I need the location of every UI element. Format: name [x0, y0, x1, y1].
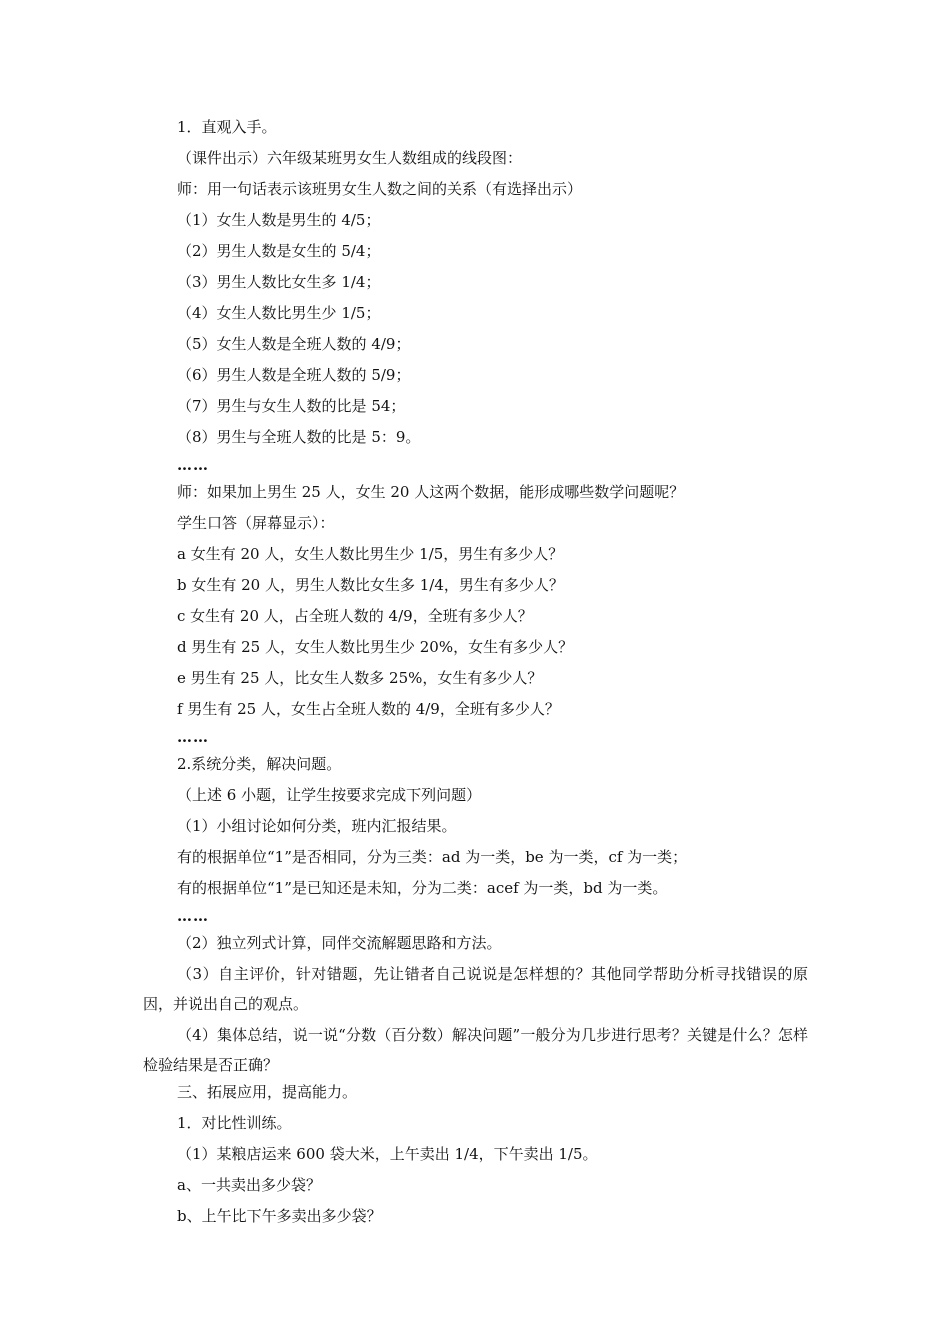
heading-intuitive: 1．直观入手。 — [177, 118, 277, 136]
problem-item: d 男生有 25 人，女生人数比男生少 20%，女生有多少人？ — [177, 638, 574, 656]
section-heading: 三、拓展应用，提高能力。 — [177, 1083, 358, 1101]
exercise-question: a、一共卖出多少袋？ — [177, 1176, 321, 1194]
step-item: （2）独立列式计算，同伴交流解题思路和方法。 — [177, 934, 502, 952]
exercise-question: b、上午比下午多卖出多少袋？ — [177, 1207, 382, 1225]
relation-item: （8）男生与全班人数的比是 5：9。 — [177, 428, 421, 446]
student-answer-label: 学生口答（屏幕显示）： — [177, 514, 335, 532]
relation-item: （4）女生人数比男生少 1/5； — [177, 304, 381, 322]
ellipsis: …… — [177, 907, 209, 925]
teacher-prompt: 师：用一句话表示该班男女生人数之间的关系（有选择出示） — [177, 180, 583, 198]
problem-item: e 男生有 25 人，比女生人数多 25%，女生有多少人？ — [177, 669, 543, 687]
subsection-heading: 1．对比性训练。 — [177, 1114, 292, 1132]
problem-item: c 女生有 20 人，占全班人数的 4/9，全班有多少人？ — [177, 607, 533, 625]
relation-item: （3）男生人数比女生多 1/4； — [177, 273, 381, 291]
classification-line: 有的根据单位“1”是已知还是未知，分为二类：acef 为一类，bd 为一类。 — [177, 879, 668, 897]
relation-item: （6）男生人数是全班人数的 5/9； — [177, 366, 411, 384]
step-item: （1）小组讨论如何分类，班内汇报结果。 — [177, 817, 457, 835]
ellipsis: …… — [177, 456, 209, 474]
step-paragraph: （4）集体总结，说一说“分数（百分数）解决问题”一般分为几步进行思考？关键是什么？怎样检验结果是否正确？ — [143, 1026, 808, 1074]
relation-item: （1）女生人数是男生的 4/5； — [177, 211, 381, 229]
problem-item: a 女生有 20 人，女生人数比男生少 1/5，男生有多少人？ — [177, 545, 564, 563]
classification-line: 有的根据单位“1”是否相同，分为三类：ad 为一类，be 为一类，cf 为一类； — [177, 848, 688, 866]
relation-item: （2）男生人数是女生的 5/4； — [177, 242, 381, 260]
relation-item: （5）女生人数是全班人数的 4/9； — [177, 335, 411, 353]
problem-item: f 男生有 25 人，女生占全班人数的 4/9，全班有多少人？ — [177, 700, 560, 718]
exercise-item: （1）某粮店运来 600 袋大米，上午卖出 1/4，下午卖出 1/5。 — [177, 1145, 598, 1163]
teacher-question: 师：如果加上男生 25 人，女生 20 人这两个数据，能形成哪些数学问题呢？ — [177, 483, 685, 501]
courseware-intro: （课件出示）六年级某班男女生人数组成的线段图： — [177, 149, 523, 167]
step-paragraph: （3）自主评价，针对错题，先让错者自己说说是怎样想的？其他同学帮助分析寻找错误的原因，并说出自己的观点。 — [143, 965, 808, 1013]
relation-item: （7）男生与女生人数的比是 54； — [177, 397, 406, 415]
problem-item: b 女生有 20 人，男生人数比女生多 1/4，男生有多少人？ — [177, 576, 564, 594]
instruction-note: （上述 6 小题，让学生按要求完成下列问题） — [177, 786, 482, 804]
section-heading: 2.系统分类，解决问题。 — [177, 755, 342, 773]
ellipsis: …… — [177, 728, 209, 746]
